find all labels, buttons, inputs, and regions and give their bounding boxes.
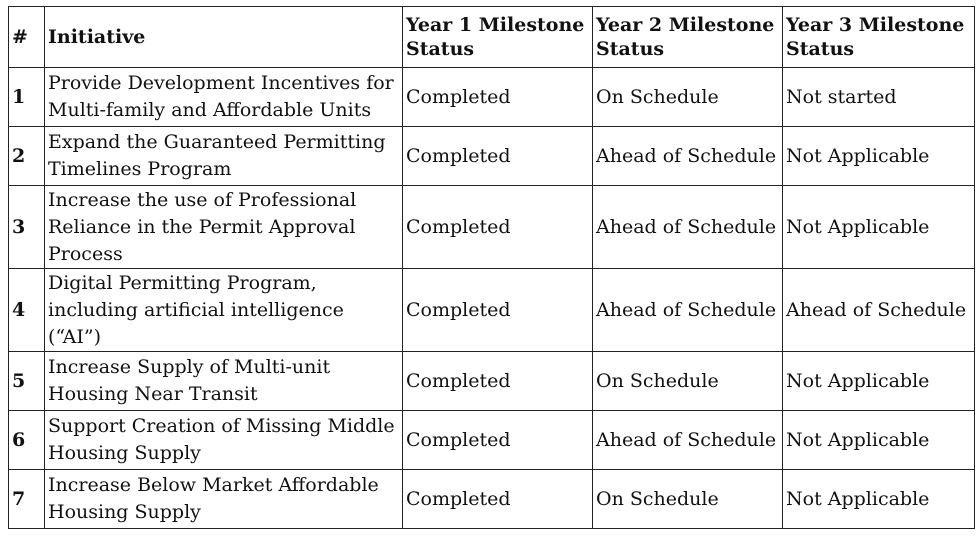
year2-status-cell: Ahead of Schedule xyxy=(593,269,783,352)
year2-status-cell: Ahead of Schedule xyxy=(593,186,783,269)
year3-status-cell: Ahead of Schedule xyxy=(783,269,975,352)
row-number: 7 xyxy=(9,470,45,529)
table-row xyxy=(9,411,975,470)
table-row xyxy=(9,269,975,352)
initiative-cell: Increase Supply of Multi-unit Housing Near Transit xyxy=(45,352,403,411)
year1-status-cell: Completed xyxy=(403,68,593,127)
year3-status-cell: Not Applicable xyxy=(783,352,975,411)
row-number: 1 xyxy=(9,68,45,127)
initiative-cell: Increase Below Market Affordable Housing Supply xyxy=(45,470,403,529)
year1-status-cell: Completed xyxy=(403,352,593,411)
row-number: 6 xyxy=(9,411,45,470)
header-year1-status: Year 1 Milestone Status xyxy=(403,7,593,68)
year3-status-cell: Not Applicable xyxy=(783,470,975,529)
year3-status-cell: Not Applicable xyxy=(783,186,975,269)
initiative-cell: Provide Development Incentives for Multi-family and Affordable Units xyxy=(45,68,403,127)
year1-status-cell: Completed xyxy=(403,470,593,529)
year3-status-cell: Not Applicable xyxy=(783,127,975,186)
header-initiative: Initiative xyxy=(45,7,403,68)
header-year2-status: Year 2 Milestone Status xyxy=(593,7,783,68)
year2-status-cell: On Schedule xyxy=(593,352,783,411)
year2-status-cell: Ahead of Schedule xyxy=(593,127,783,186)
table-row xyxy=(9,470,975,529)
year1-status-cell: Completed xyxy=(403,269,593,352)
initiative-cell: Expand the Guaranteed Permitting Timelines Program xyxy=(45,127,403,186)
table-header-row xyxy=(9,7,975,68)
year2-status-cell: On Schedule xyxy=(593,68,783,127)
initiative-cell: Support Creation of Missing Middle Housing Supply xyxy=(45,411,403,470)
year2-status-cell: On Schedule xyxy=(593,470,783,529)
row-number: 2 xyxy=(9,127,45,186)
row-number: 5 xyxy=(9,352,45,411)
table-row xyxy=(9,352,975,411)
milestone-status-table xyxy=(8,6,975,529)
year3-status-cell: Not Applicable xyxy=(783,411,975,470)
year1-status-cell: Completed xyxy=(403,186,593,269)
year1-status-cell: Completed xyxy=(403,127,593,186)
table-row xyxy=(9,127,975,186)
row-number: 3 xyxy=(9,186,45,269)
year1-status-cell: Completed xyxy=(403,411,593,470)
year3-status-cell: Not started xyxy=(783,68,975,127)
header-year3-status: Year 3 Milestone Status xyxy=(783,7,975,68)
initiative-cell: Increase the use of Professional Reliance in the Permit Approval Process xyxy=(45,186,403,269)
header-number: # xyxy=(9,7,45,68)
row-number: 4 xyxy=(9,269,45,352)
table-row xyxy=(9,68,975,127)
table-row xyxy=(9,186,975,269)
initiative-cell: Digital Permitting Program, including artificial intelligence (“AI”) xyxy=(45,269,403,352)
year2-status-cell: Ahead of Schedule xyxy=(593,411,783,470)
